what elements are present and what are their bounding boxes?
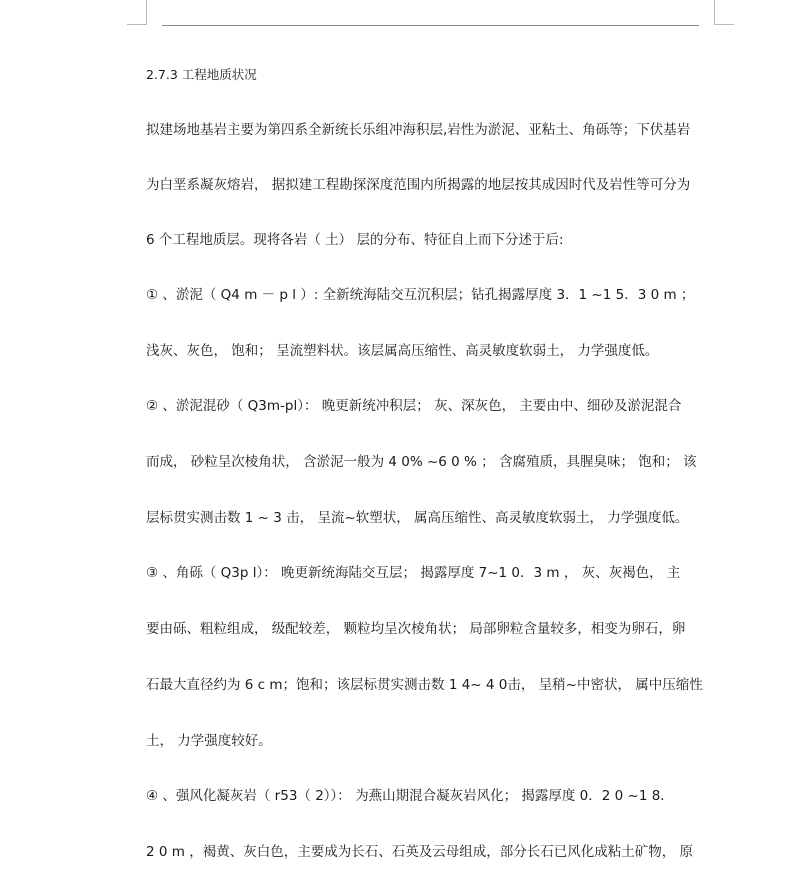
margin-corner-top-left [127, 0, 147, 25]
paragraph-line: 要由砾、粗粒组成， 级配较差， 颗粒均呈次棱角状； 局部卵粒含量较多，相变为卵石，卵 [146, 621, 686, 637]
paragraph-line: 石最大直径约为 6 c m；饱和；该层标贯实测击数 1 4~ 4 0击， 呈稍~中密状， 属中压缩性 [146, 677, 703, 693]
section-heading: 2.7.3 工程地质状况 [146, 67, 257, 82]
paragraph-line: 土， 力学强度较好。 [146, 733, 272, 749]
paragraph-line: 6 个工程地质层。现将各岩（ 土） 层的分布、特征自上而下分述于后: [146, 232, 564, 248]
paragraph-line: 为白垩系凝灰熔岩， 据拟建工程勘探深度范围内所揭露的地层按其成因时代及岩性等可分为 [146, 177, 691, 193]
paragraph-line: ① 、淤泥（ Q4 m － p l ）: 全新统海陆交互沉积层；钻孔揭露厚度 3．1 ~1 5．3 0 m ； [146, 287, 695, 303]
paragraph-line: ③ 、角砾（ Q3p l）： 晚更新统海陆交互层； 揭露厚度 7~1 0．3 m ， 灰、灰褐色， 主 [146, 565, 681, 581]
paragraph-line: 浅灰、灰色， 饱和； 呈流塑料状。该层属高压缩性、高灵敏度软弱土， 力学强度低。 [146, 343, 659, 359]
margin-corner-top-right [714, 0, 734, 25]
paragraph-line: ④ 、强风化凝灰岩（ r53（ 2））： 为燕山期混合凝灰岩风化； 揭露厚度 0．2 0 ~1 8． [146, 788, 674, 804]
paragraph-line: ② 、淤泥混砂（ Q3m-pl）： 晚更新统冲积层； 灰、深灰色， 主要由中、细砂及淤泥混合 [146, 398, 682, 414]
header-rule [162, 25, 699, 26]
paragraph-line: 2 0 m ，褐黄、灰白色，主要成为长石、石英及云母组成，部分长石已风化成粘土矿物， 原 [146, 844, 693, 860]
paragraph-line: 层标贯实测击数 1 ~ 3 击， 呈流~软塑状， 属高压缩性、高灵敏度软弱土， 力学强度低。 [146, 510, 689, 526]
paragraph-line: 而成， 砂粒呈次棱角状， 含淤泥一般为 4 0% ~6 0 % ； 含腐殖质，具腥臭味； 饱和； 该 [146, 454, 697, 470]
paragraph-line: 拟建场地基岩主要为第四系全新统长乐组冲海积层,岩性为淤泥、亚粘土、角砾等；下伏基岩 [146, 122, 691, 138]
